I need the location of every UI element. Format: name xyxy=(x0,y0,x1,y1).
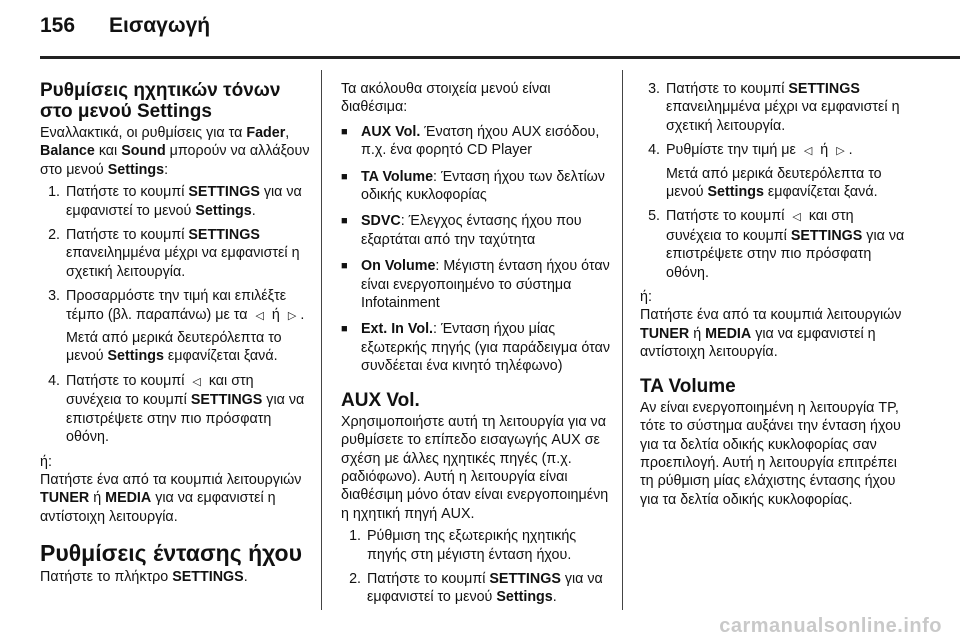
bullet-item: ■ On Volume: Μέγιστη ένταση ήχου όταν είναι ενεργοποιημένο το σύστημα Infotainment xyxy=(341,258,610,312)
page-header xyxy=(40,14,210,38)
right-arrow-icon: ▷ xyxy=(287,309,297,322)
list-item: 1. Πατήστε το κουμπί SETTINGS για να εμφανιστεί το μενού Settings. xyxy=(48,184,302,219)
watermark: carmanualsonline.info xyxy=(719,615,942,637)
section-heading: Ρυθμίσεις έντασης ήχου xyxy=(40,540,302,567)
bullet-item: ■ Ext. In Vol.: Ένταση ήχου μίας εξωτερκής πηγής (για παράδειγμα όταν συνδέεται ένα κινητό τηλέφωνο) xyxy=(341,321,611,375)
list-item: 4. Πατήστε το κουμπί ◁ και στη συνέχεια το κουμπί SETTINGS για να επιστρέψετε στην πιο πρόσφατη οθόνη. xyxy=(48,372,305,446)
list-item: 1. Ρύθμιση της εξωτερικής ηχητικής πηγής στη μέγιστη ένταση ήχου. xyxy=(349,528,577,563)
paragraph: Πατήστε το πλήκτρο SETTINGS. xyxy=(40,569,248,586)
left-arrow-icon: ◁ xyxy=(255,309,264,322)
column-divider xyxy=(321,70,322,610)
bullet-icon: ■ xyxy=(341,170,348,183)
list-item: 5. Πατήστε το κουμπί ◁ και στη συνέχεια το κουμπί SETTINGS για να επιστρέψετε στην πιο πρόσφατη οθόνη. xyxy=(648,208,905,281)
menu-items-list xyxy=(341,123,611,376)
paragraph: Χρησιμοποιήστε αυτή τη λειτουργία για να ρυθμίσετε το επίπεδο εισαγωγής AUX σε σχέση με άλλες ηχητικές πηγές (π.χ. ραδιόφωνο). Αυτή η λειτουργία είναι διαθέσιμη μόνο όταν είναι ενεργοποιημένη η ηχητική πηγή AUX. xyxy=(341,413,609,522)
paragraph: Αν είναι ενεργοποιημένη η λειτουργία TP, τότε το σύστημα αυξάνει την ένταση ήχου για τα δελτία οδικής κυκλοφορίας σαν προεπιλογή. Αυτή η λειτουργία επιτρέπει τη ρύθμιση μίας ελάχιστης έντασης ήχου για τα δελτία οδικής κυκλοφορίας. xyxy=(640,399,901,508)
header-rule xyxy=(40,56,960,59)
list-item: 2. Πατήστε το κουμπί SETTINGS επανειλημμένα μέχρι να εμφανιστεί η σχετική λειτουργία. xyxy=(48,227,300,280)
paragraph: ή: xyxy=(40,453,52,470)
bullet-item: ■ TA Volume: Ένταση ήχου των δελτίων οδικής κυκλοφορίας xyxy=(341,168,605,204)
right-arrow-icon: ▷ xyxy=(836,145,845,158)
bullet-item: ■ AUX Vol. Ένατση ήχου AUX εισόδου, π.χ. ένα φορητό CD Player xyxy=(341,123,600,159)
left-arrow-icon: ◁ xyxy=(192,375,201,388)
column-2 xyxy=(341,80,611,613)
bullet-icon: ■ xyxy=(341,323,348,336)
list-item: 3. Προσαρμόστε την τιμή και επιλέξτε τέμπο (βλ. παραπάνω) με τα ◁ ή ▷ . Μετά από μερικά δευτερόλεπτα το μενού Settings εμφανίζεται ξανά. xyxy=(48,288,305,365)
bullet-item: ■ SDVC: Έλεγχος έντασης ήχου που εξαρτάται από την ταχύτητα xyxy=(341,213,582,248)
column-1 xyxy=(40,80,310,587)
paragraph: Εναλλακτικά, οι ρυθμίσεις για τα Fader, Balance και Sound μπορούν να αλλάξουν στο μενού Settings: xyxy=(40,125,310,178)
paragraph: Τα ακόλουθα στοιχεία μενού είναι διαθέσιμα: xyxy=(341,81,551,116)
steps-list xyxy=(640,80,910,282)
list-item: 3. Πατήστε το κουμπί SETTINGS επανειλημμένα μέχρι να εμφανιστεί η σχετική λειτουργία. xyxy=(648,81,900,134)
bullet-icon: ■ xyxy=(341,215,348,228)
steps-list xyxy=(341,527,611,607)
list-item: 2. Πατήστε το κουμπί SETTINGS για να εμφανιστεί το μενού Settings. xyxy=(349,570,603,606)
section-heading: Ρυθμίσεις ηχητικών τόνων στο μενού Settings xyxy=(40,80,281,122)
section-heading: AUX Vol. xyxy=(341,389,420,411)
left-arrow-icon: ◁ xyxy=(803,145,813,158)
section-heading: TA Volume xyxy=(640,375,736,397)
paragraph: Πατήστε ένα από τα κουμπιά λειτουργιών TUNER ή MEDIA για να εμφανιστεί η αντίστοιχη λειτουργία. xyxy=(640,307,902,361)
list-item: 4. Ρυθμίστε την τιμή με ◁ ή ▷ . Μετά από μερικά δευτερόλεπτα το μενού Settings εμφανίζεται ξανά. xyxy=(648,142,882,201)
bullet-icon: ■ xyxy=(341,125,348,138)
left-arrow-icon: ◁ xyxy=(792,211,801,224)
bullet-icon: ■ xyxy=(341,260,348,273)
paragraph: ή: xyxy=(640,289,652,306)
page-number: 156 xyxy=(40,14,76,37)
paragraph: Πατήστε ένα από τα κουμπιά λειτουργιών TUNER ή MEDIA για να εμφανιστεί η αντίστοιχη λειτουργία. xyxy=(40,471,302,525)
steps-list xyxy=(40,183,310,446)
page-title: Εισαγωγή xyxy=(109,14,211,37)
column-3 xyxy=(640,80,910,509)
column-divider xyxy=(622,70,623,610)
